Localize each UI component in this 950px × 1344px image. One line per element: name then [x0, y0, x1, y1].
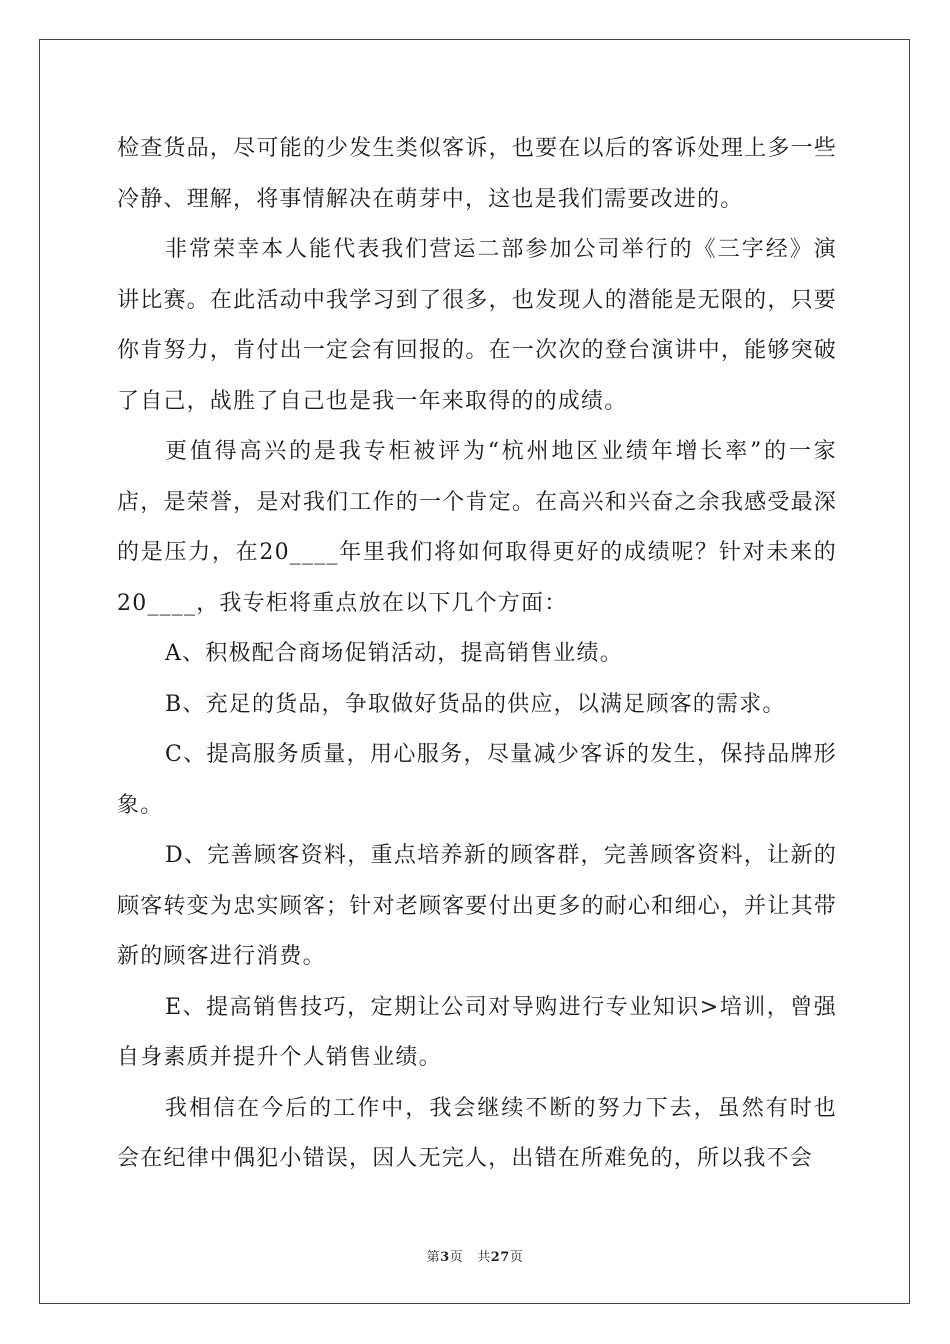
paragraph-closing: 我相信在今后的工作中，我会继续不断的努力下去，虽然有时也会在纪律中偶犯小错误，因人无完人，出错在所难免的，所以我不会 [117, 1095, 837, 1171]
paragraph-continued: 检查货品，尽可能的少发生类似客诉，也要在以后的客诉处理上多一些冷静、理解，将事情解决在萌芽中，这也是我们需要改进的。 [117, 136, 837, 212]
total-prefix: 共 [477, 1250, 491, 1265]
document-body [117, 124, 837, 1185]
page-current: 3 [440, 1250, 450, 1265]
page-footer [0, 1246, 950, 1265]
paragraph-honor: 更值得高兴的是我专柜被评为“杭州地区业绩年增长率”的一家店，是荣誉，是对我们工作的一个肯定。在高兴和兴奋之余我感受最深的是压力，在20____年里我们将如何取得更好的成绩呢？针对未来的20____，我专柜将重点放在以下几个方面： [117, 439, 837, 616]
page-prefix: 第 [426, 1250, 441, 1265]
list-item-c: C、提高服务质量，用心服务，尽量减少客诉的发生，保持品牌形象。 [117, 742, 837, 818]
list-item-d: D、完善顾客资料，重点培养新的顾客群，完善顾客资料，让新的顾客转变为忠实顾客；针对老顾客要付出更多的耐心和细心，并让其带新的顾客进行消费。 [117, 843, 837, 969]
page-unit: 页 [449, 1250, 464, 1265]
list-item-e: E、提高销售技巧，定期让公司对导购进行专业知识>培训，曾强自身素质并提升个人销售业绩。 [117, 994, 837, 1070]
page-total: 27 [490, 1250, 510, 1265]
total-unit: 页 [509, 1250, 524, 1265]
paragraph-speech-contest: 非常荣幸本人能代表我们营运二部参加公司举行的《三字经》演讲比赛。在此活动中我学习到了很多，也发现人的潜能是无限的，只要你肯努力，肯付出一定会有回报的。在一次次的登台演讲中，能够突破了自己，战胜了自己也是我一年来取得的的成绩。 [117, 237, 837, 414]
list-item-a: A、积极配合商场促销活动，提高销售业绩。 [165, 641, 623, 666]
list-item-b: B、充足的货品，争取做好货品的供应，以满足顾客的需求。 [165, 691, 786, 717]
